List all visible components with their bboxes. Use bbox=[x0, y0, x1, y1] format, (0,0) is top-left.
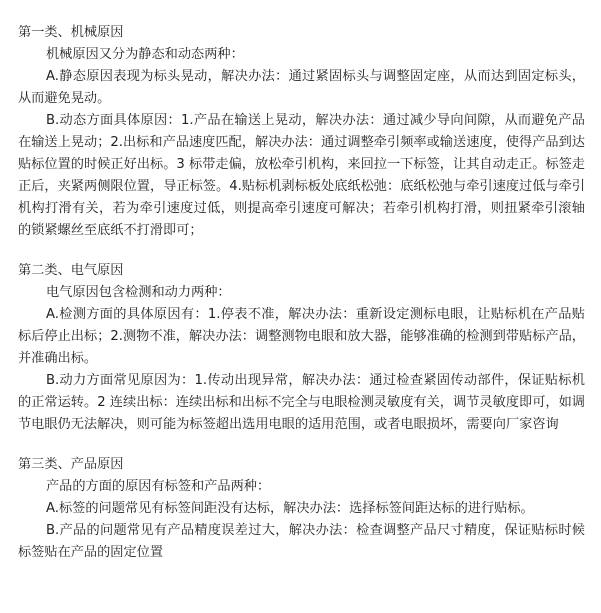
paragraph-power-cause: B.动力方面常见原因为：1.传动出现异常，解决办法：通过检查紧固传动部件，保证贴标机的正常运转。2 连续出标：连续出标和出标不完全与电眼检测灵敏度有关，调节灵敏度即可，如调节电眼仍无法解决，则可能为标签超出选用电眼的适用范围，或者电眼损坏，需要向厂家咨询 bbox=[18, 373, 585, 432]
section-intro: 电气原因包含检测和动力两种： bbox=[46, 285, 231, 300]
paragraph-detection-cause: A.检测方面的具体原因有：1.停表不准，解决办法：重新设定测标电眼，让贴标机在产品贴标后停止出标；2.测物不准，解决办法：调整测物电眼和放大器，能够准确的检测到带贴标产品，并准确出标。 bbox=[18, 307, 585, 366]
section-intro: 产品的方面的原因有标签和产品两种： bbox=[46, 479, 271, 494]
section-heading: 第二类、电气原因 bbox=[18, 263, 124, 278]
section-heading: 第三类、产品原因 bbox=[18, 457, 124, 472]
paragraph-dynamic-cause: B.动态方面具体原因：1.产品在输送上晃动，解决办法：通过减少导向间隙，从而避免产品在输送上晃动；2.出标和产品速度匹配，解决办法：通过调整牵引频率或输送速度，使得产品到达贴标位置的时候正好出标。3 标带走偏，放松牵引机构，来回拉一下标签，让其自动走正。标签走正后，夹紧两侧限位置，导正标签。4.贴标机剥标板处底纸松弛：底纸松弛与牵引速度过低与牵引机构打滑有关，若为牵引速度过低，则提高牵引速度可解决；若牵引机构打滑，则扭紧牵引滚轴的锁紧螺丝至底纸不打滑即可； bbox=[18, 113, 585, 238]
paragraph-static-cause: A.静态原因表现为标头晃动，解决办法：通过紧固标头与调整固定座，从而达到固定标头，从而避免晃动。 bbox=[18, 69, 585, 106]
section-intro: 机械原因又分为静态和动态两种： bbox=[46, 47, 244, 62]
section-electrical bbox=[18, 260, 585, 436]
section-product bbox=[18, 454, 585, 564]
section-mechanical bbox=[18, 22, 585, 242]
section-heading: 第一类、机械原因 bbox=[18, 25, 124, 40]
paragraph-label-issue: A.标签的问题常见有标签间距没有达标，解决办法：选择标签间距达标的进行贴标。 bbox=[46, 501, 534, 516]
paragraph-product-issue: B.产品的问题常见有产品精度误差过大，解决办法：检查调整产品尺寸精度，保证贴标时候标签贴在产品的固定位置 bbox=[18, 523, 585, 560]
